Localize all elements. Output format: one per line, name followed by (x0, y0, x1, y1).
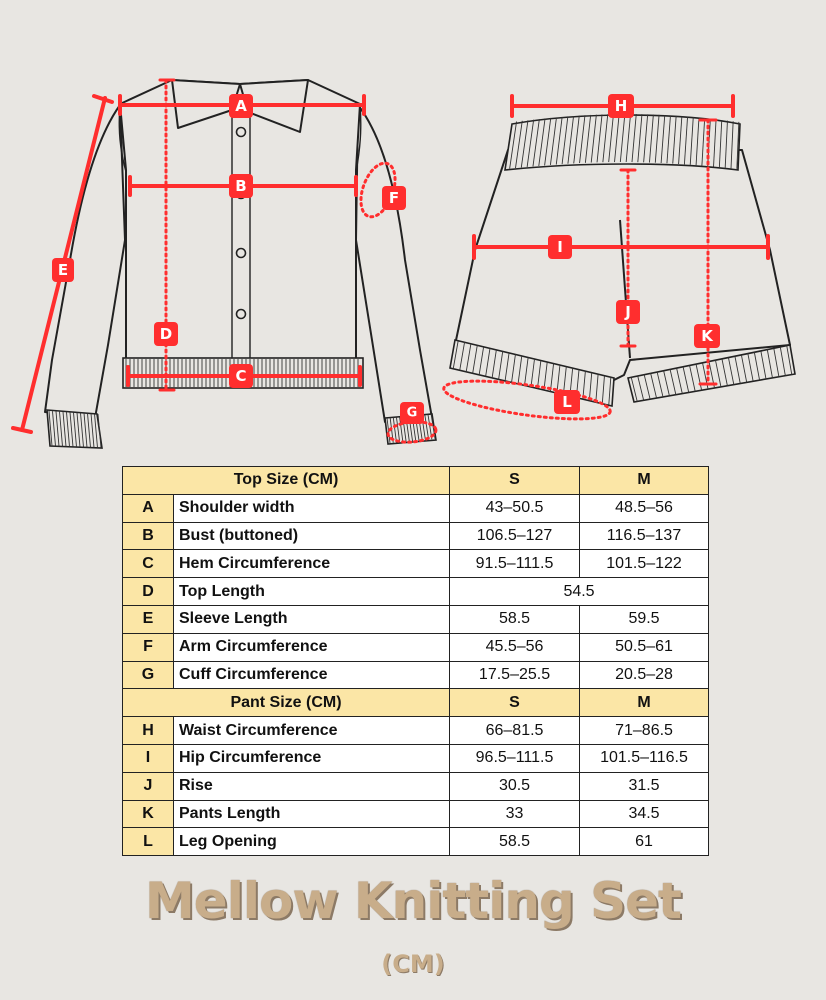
size-value-m: 34.5 (580, 800, 709, 828)
size-value-s: 96.5–111.5 (450, 744, 580, 772)
header-size-m: M (580, 467, 709, 495)
size-value-s: 91.5–111.5 (450, 550, 580, 578)
size-value-s: 58.5 (450, 828, 580, 856)
garment-diagram (0, 0, 826, 460)
svg-text:B: B (235, 177, 247, 195)
size-value-m: 31.5 (580, 772, 709, 800)
pant-size-header (123, 689, 709, 717)
badge-j (616, 300, 640, 324)
svg-text:A: A (235, 97, 247, 115)
size-value-s: 45.5–56 (450, 633, 580, 661)
header-size-m: M (580, 689, 709, 717)
size-value-m: 20.5–28 (580, 661, 709, 689)
size-value-s: 66–81.5 (450, 717, 580, 745)
svg-text:I: I (557, 238, 563, 256)
measure-name: Leg Opening (174, 828, 450, 856)
size-value-s: 17.5–25.5 (450, 661, 580, 689)
badge-h (608, 94, 634, 118)
measure-code: C (123, 550, 174, 578)
header-size-s: S (450, 689, 580, 717)
badge-c (229, 364, 253, 388)
measure-code: K (123, 800, 174, 828)
measure-code: B (123, 522, 174, 550)
measure-code: F (123, 633, 174, 661)
measure-code: L (123, 828, 174, 856)
table-row (123, 661, 709, 689)
measure-code: I (123, 744, 174, 772)
measure-name: Shoulder width (174, 494, 450, 522)
measure-code: A (123, 494, 174, 522)
table-row (123, 744, 709, 772)
size-value-m: 71–86.5 (580, 717, 709, 745)
svg-text:G: G (406, 405, 418, 421)
table-row (123, 605, 709, 633)
svg-text:L: L (562, 393, 572, 411)
measure-name: Waist Circumference (174, 717, 450, 745)
table-row (123, 578, 709, 606)
svg-text:H: H (614, 97, 628, 115)
svg-text:J: J (625, 303, 631, 321)
size-value-m: 116.5–137 (580, 522, 709, 550)
page-subtitle: (CM) (381, 950, 445, 978)
badge-d (154, 322, 178, 346)
top-size-title: Top Size (CM) (123, 467, 450, 495)
measure-code: D (123, 578, 174, 606)
table-row (123, 522, 709, 550)
table-row (123, 494, 709, 522)
table-row (123, 772, 709, 800)
size-value-m: 48.5–56 (580, 494, 709, 522)
measure-name: Top Length (174, 578, 450, 606)
size-value-s: 43–50.5 (450, 494, 580, 522)
measure-name: Rise (174, 772, 450, 800)
measure-name: Hip Circumference (174, 744, 450, 772)
jacket-illustration (45, 80, 436, 448)
table-row (123, 717, 709, 745)
size-value-m: 101.5–116.5 (580, 744, 709, 772)
table-row (123, 828, 709, 856)
size-chart-table (122, 466, 709, 856)
badge-a (229, 94, 253, 118)
size-value-m: 50.5–61 (580, 633, 709, 661)
badge-l (554, 390, 580, 414)
badge-e (52, 258, 74, 282)
size-chart-body (123, 467, 709, 856)
badge-i (548, 235, 572, 259)
measure-name: Sleeve Length (174, 605, 450, 633)
size-value-both: 54.5 (450, 578, 709, 606)
measure-name: Bust (buttoned) (174, 522, 450, 550)
measure-code: H (123, 717, 174, 745)
size-value-m: 61 (580, 828, 709, 856)
size-value-s: 33 (450, 800, 580, 828)
measure-name: Arm Circumference (174, 633, 450, 661)
size-value-s: 58.5 (450, 605, 580, 633)
svg-text:D: D (159, 325, 173, 343)
size-value-m: 59.5 (580, 605, 709, 633)
pant-size-title: Pant Size (CM) (123, 689, 450, 717)
measure-name: Cuff Circumference (174, 661, 450, 689)
badge-f (382, 186, 406, 210)
size-value-m: 101.5–122 (580, 550, 709, 578)
header-size-s: S (450, 467, 580, 495)
measure-code: G (123, 661, 174, 689)
top-size-header (123, 467, 709, 495)
size-value-s: 30.5 (450, 772, 580, 800)
svg-text:C: C (235, 367, 247, 385)
table-row (123, 633, 709, 661)
badge-b (229, 174, 253, 198)
measure-name: Pants Length (174, 800, 450, 828)
measure-code: J (123, 772, 174, 800)
badge-g (400, 402, 424, 424)
badge-k (694, 324, 720, 348)
size-value-s: 106.5–127 (450, 522, 580, 550)
table-row (123, 550, 709, 578)
svg-text:E: E (57, 261, 69, 279)
table-row (123, 800, 709, 828)
svg-text:K: K (701, 327, 713, 345)
page-title: Mellow Knitting Set (145, 872, 681, 930)
measure-name: Hem Circumference (174, 550, 450, 578)
shorts-illustration (450, 114, 795, 406)
measure-code: E (123, 605, 174, 633)
svg-text:F: F (388, 189, 400, 207)
